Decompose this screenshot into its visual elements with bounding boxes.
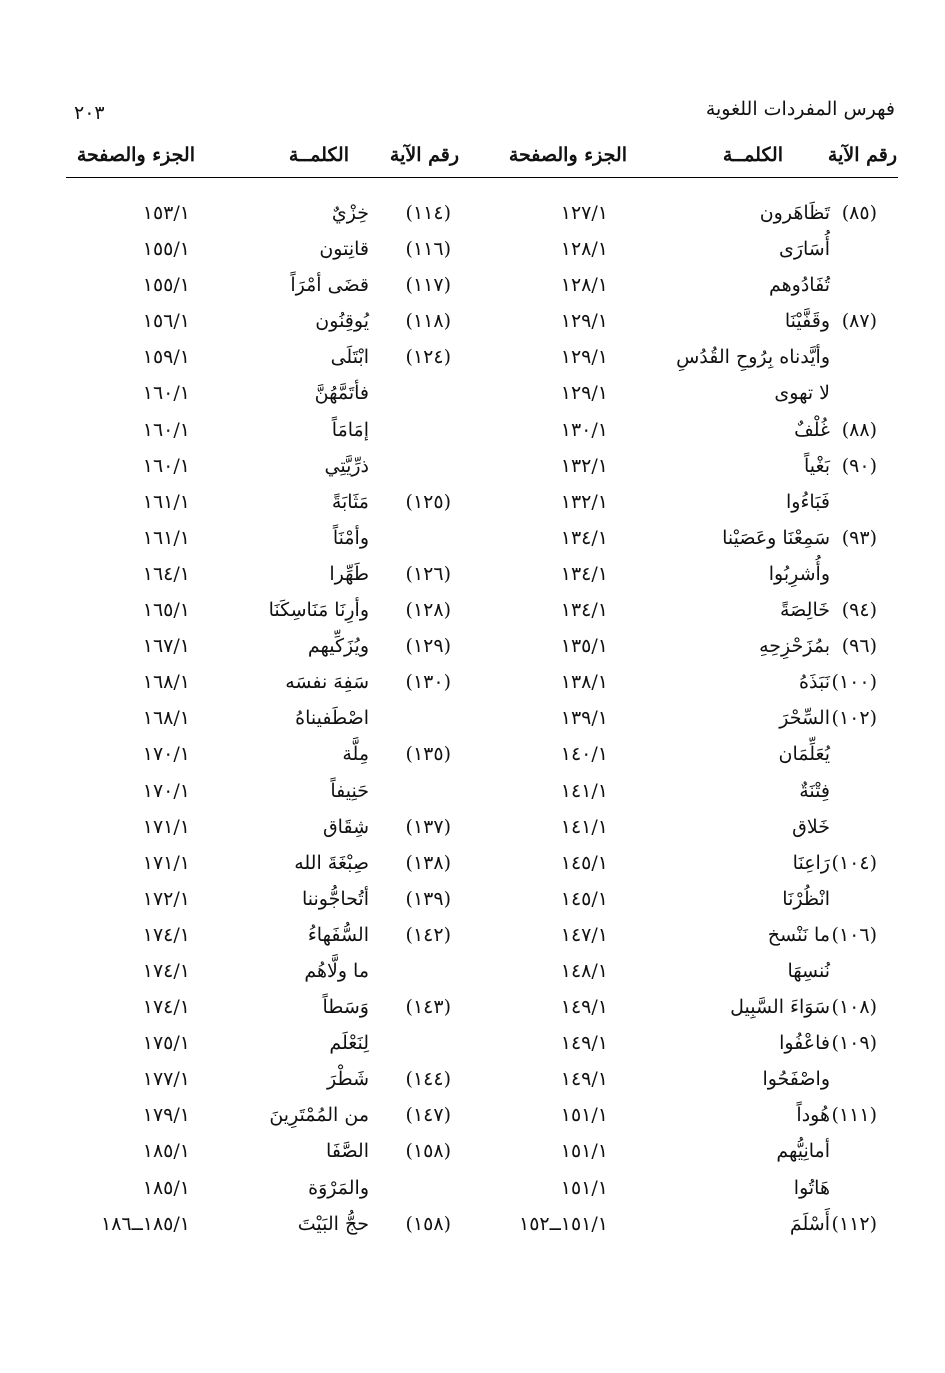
entry-ref-right: ١٣٢/١ <box>560 454 608 477</box>
table-row <box>0 417 945 453</box>
entry-ref-left: ١٧٥/١ <box>142 1032 190 1055</box>
entry-ref-right: ١٣٤/١ <box>560 526 608 549</box>
entry-ref-left: ١٦٨/١ <box>142 707 190 730</box>
entry-ref-right: ١٤١/١ <box>560 815 608 838</box>
entry-ref-left: ١٧٧/١ <box>142 1068 190 1091</box>
entry-word-left: مَثَابَةً <box>331 490 369 513</box>
entry-ref-left: ١٦٠/١ <box>142 418 190 441</box>
entry-word-left: لِنَعْلَم <box>329 1032 369 1055</box>
entry-ref-right: ١٣٤/١ <box>560 599 608 622</box>
page-number: ٢٠٣ <box>74 102 105 124</box>
entry-word-left: قضَى أمْرَاً <box>290 274 369 297</box>
entry-word-left: شِقَاق <box>322 815 369 838</box>
entry-verse-right: (١٠٤) <box>831 851 877 874</box>
entry-word-left: ابْتَلَى <box>330 346 369 369</box>
entry-ref-left: ١٦٠/١ <box>142 454 190 477</box>
header-ref-left: الجزء والصفحة <box>76 144 195 166</box>
entry-ref-right: ١٢٩/١ <box>560 346 608 369</box>
entry-ref-right: ١٣٥/١ <box>560 635 608 658</box>
entry-verse-right: (١١٢) <box>831 1212 877 1235</box>
entry-ref-right: ١٣٠/١ <box>560 418 608 441</box>
table-row <box>0 633 945 669</box>
entry-word-left: ويُزَكِّيهم <box>307 635 369 658</box>
entry-ref-right: ١٤٩/١ <box>560 1068 608 1091</box>
table-row <box>0 705 945 741</box>
header-ref-right: الجزء والصفحة <box>508 144 627 166</box>
entry-word-right: وأيَّدناه بِرُوحِ القُدُسِ <box>676 346 830 369</box>
entry-word-right: بَغْياً <box>804 454 830 477</box>
entry-verse-right: (١٠٨) <box>831 996 877 1019</box>
entry-word-right: أُسَارَى <box>778 238 830 261</box>
table-header <box>0 140 945 176</box>
entry-word-right: سَمِعْنَا وعَصَيْنا <box>722 526 830 549</box>
entry-ref-right: ١٤٩/١ <box>560 996 608 1019</box>
table-row <box>0 1211 945 1247</box>
entry-word-left: صِبْغَةَ الله <box>294 851 369 874</box>
entry-word-right: أمانِيُّهم <box>776 1140 830 1163</box>
entry-word-left: وأمْنَاً <box>332 526 369 549</box>
entry-verse-right: (٨٥) <box>841 202 877 224</box>
entry-word-right: واصْفَحُوا <box>762 1068 830 1091</box>
running-title: فهرس المفردات اللغوية <box>705 98 895 120</box>
entry-verse-right: (١٠٩) <box>831 1032 877 1055</box>
entry-ref-right: ١٥١/١ <box>560 1176 608 1199</box>
entry-ref-right: ١٥١/١ <box>560 1104 608 1127</box>
entry-word-right: هُوداً <box>796 1104 830 1127</box>
entry-ref-right: ١٤٥/١ <box>560 851 608 874</box>
entry-word-left: من المُمْتَرِينَ <box>269 1104 369 1127</box>
entry-ref-left: ١٥٣/١ <box>142 202 190 224</box>
header-verse-right: رقم الآية <box>827 144 897 166</box>
table-row <box>0 814 945 850</box>
entry-verse-left: (١٤٧) <box>405 1104 451 1127</box>
entry-word-left: سَفِهَ نفسَه <box>285 671 369 694</box>
entry-ref-left: ١٧٠/١ <box>142 743 190 766</box>
entry-word-right: انْظُرْنَا <box>782 887 830 910</box>
entry-ref-left: ١٨٥/١ <box>142 1176 190 1199</box>
table-row <box>0 958 945 994</box>
entry-ref-left: ١٧١/١ <box>142 851 190 874</box>
table-row <box>0 453 945 489</box>
entry-word-right: خَالِصَةً <box>780 599 830 622</box>
table-row <box>0 886 945 922</box>
table-row <box>0 994 945 1030</box>
entry-word-right: نُنسِهَا <box>787 959 830 982</box>
entry-word-right: فاعْفُوا <box>779 1032 830 1055</box>
entry-word-left: الصَّفَا <box>326 1140 369 1163</box>
entry-verse-left: (١١٨) <box>405 310 451 333</box>
entry-verse-left: (١٣٩) <box>405 887 451 910</box>
entry-word-left: يُوقِنُون <box>315 310 369 333</box>
entry-word-left: قانِتون <box>319 238 369 261</box>
entry-word-left: مِلَّة <box>342 743 369 766</box>
entry-word-left: ما ولَّاهُم <box>304 959 369 982</box>
entry-ref-left: ١٥٩/١ <box>142 346 190 369</box>
entry-verse-left: (١٥٨) <box>405 1140 451 1163</box>
header-word-right: الكلمــة <box>722 144 783 166</box>
entry-ref-left: ١٥٦/١ <box>142 310 190 333</box>
entry-verse-left: (١٣٧) <box>405 815 451 838</box>
entry-ref-right: ١٤٨/١ <box>560 959 608 982</box>
entry-ref-left: ١٧٠/١ <box>142 779 190 802</box>
entry-verse-left: (١٤٤) <box>405 1068 451 1091</box>
entry-word-left: أتُحاجُّوننا <box>302 887 369 910</box>
entry-ref-right: ١٣٩/١ <box>560 707 608 730</box>
entry-word-left: شَطْرَ <box>327 1068 369 1091</box>
entry-verse-left: (١١٧) <box>405 274 451 297</box>
entry-ref-right: ١٣٤/١ <box>560 562 608 585</box>
entry-word-left: طَهِّرا <box>329 562 369 585</box>
header-word-left: الكلمــة <box>288 144 349 166</box>
entry-ref-left: ١٧٩/١ <box>142 1104 190 1127</box>
table-row <box>0 525 945 561</box>
entry-ref-right: ١٢٩/١ <box>560 382 608 405</box>
entry-ref-left: ١٦١/١ <box>142 526 190 549</box>
entry-verse-left: (١٤٢) <box>405 923 451 946</box>
table-row <box>0 489 945 525</box>
table-row <box>0 561 945 597</box>
entry-ref-right: ١٤١/١ <box>560 779 608 802</box>
entry-word-left: وأرِنَا مَنَاسِكَنَا <box>268 599 369 622</box>
entry-verse-left: (١٢٩) <box>405 635 451 658</box>
entry-word-right: تَظَاهَرون <box>759 202 830 224</box>
table-row <box>0 778 945 814</box>
entry-verse-left: (١١٤) <box>405 202 451 224</box>
entry-word-right: السِّحْرَ <box>779 707 830 730</box>
entry-ref-left: ١٦٨/١ <box>142 671 190 694</box>
table-row <box>0 200 945 236</box>
entry-ref-left: ١٧٤/١ <box>142 923 190 946</box>
entry-ref-left: ١٦٧/١ <box>142 635 190 658</box>
table-row <box>0 850 945 886</box>
table-row <box>0 741 945 777</box>
entry-word-right: هَاتُوا <box>793 1176 830 1199</box>
entry-verse-left: (١٣٨) <box>405 851 451 874</box>
entry-verse-right: (١٠٦) <box>831 923 877 946</box>
table-row <box>0 1030 945 1066</box>
entry-word-left: السُّفَهاءُ <box>307 923 369 946</box>
entry-word-right: فَبَاءُوا <box>786 490 830 513</box>
entry-ref-left: ١٨٥/١ــ١٨٦ <box>101 1212 190 1235</box>
entry-ref-right: ١٢٨/١ <box>560 274 608 297</box>
entry-word-right: يُعَلِّمَان <box>778 743 830 766</box>
entry-verse-right: (١١١) <box>831 1104 877 1127</box>
table-row <box>0 308 945 344</box>
entry-ref-right: ١٤٩/١ <box>560 1032 608 1055</box>
entry-ref-left: ١٥٥/١ <box>142 274 190 297</box>
entry-ref-left: ١٦٠/١ <box>142 382 190 405</box>
entry-ref-left: ١٦٤/١ <box>142 562 190 585</box>
entry-word-left: فأتَمَّهُنَّ <box>314 382 369 405</box>
entry-word-left: حجُّ البَيْتَ <box>297 1212 369 1235</box>
entry-ref-right: ١٥١/١ــ١٥٢ <box>519 1212 608 1235</box>
table-row <box>0 236 945 272</box>
entry-verse-left: (١٣٥) <box>405 743 451 766</box>
entry-word-right: وقَفَّيْنَا <box>784 310 830 333</box>
header-rule <box>66 177 898 178</box>
entry-word-right: نَبَذَهُ <box>799 671 830 694</box>
entry-verse-left: (١١٦) <box>405 238 451 261</box>
header-verse-left: رقم الآية <box>389 144 459 166</box>
table-row <box>0 272 945 308</box>
entry-word-right: بمُزَحْزِحِهِ <box>759 635 830 658</box>
entry-verse-right: (٩٦) <box>841 635 877 658</box>
entry-ref-right: ١٣٨/١ <box>560 671 608 694</box>
entry-ref-left: ١٧٤/١ <box>142 996 190 1019</box>
entry-ref-left: ١٧١/١ <box>142 815 190 838</box>
entry-ref-left: ١٨٥/١ <box>142 1140 190 1163</box>
entry-ref-left: ١٧٤/١ <box>142 959 190 982</box>
entry-verse-left: (١٥٨) <box>405 1212 451 1235</box>
entry-verse-right: (١٠٢) <box>831 707 877 730</box>
entry-ref-left: ١٥٥/١ <box>142 238 190 261</box>
entry-word-left: حَنِيفاً <box>330 779 369 802</box>
entry-word-right: لا تهوى <box>774 382 830 405</box>
entry-ref-right: ١٣٢/١ <box>560 490 608 513</box>
entry-word-left: وَسَطاً <box>322 996 369 1019</box>
entry-word-right: تُفَادُوهم <box>769 274 830 297</box>
entry-word-left: خِزْيٌ <box>331 202 369 224</box>
entry-word-left: اصْطَفيناهُ <box>295 707 369 730</box>
entry-ref-right: ١٥١/١ <box>560 1140 608 1163</box>
entry-verse-left: (١٣٠) <box>405 671 451 694</box>
table-row <box>0 669 945 705</box>
entry-ref-right: ١٢٧/١ <box>560 202 608 224</box>
entry-ref-right: ١٤٧/١ <box>560 923 608 946</box>
entry-word-right: فِتْنَةٌ <box>799 779 830 802</box>
entry-verse-right: (٩٤) <box>841 599 877 622</box>
entry-verse-right: (٩٠) <box>841 454 877 477</box>
entry-ref-right: ١٢٩/١ <box>560 310 608 333</box>
table-row <box>0 1102 945 1138</box>
entry-ref-right: ١٤٥/١ <box>560 887 608 910</box>
entry-word-right: سَوَاءَ السَّبِيل <box>730 996 830 1019</box>
table-row <box>0 344 945 380</box>
entry-word-left: والمَرْوَة <box>308 1176 369 1199</box>
table-row <box>0 597 945 633</box>
entry-verse-right: (٨٨) <box>841 418 877 441</box>
entry-verse-left: (١٤٣) <box>405 996 451 1019</box>
entry-word-right: أَسْلَمَ <box>789 1212 830 1235</box>
entry-word-right: غُلْفٌ <box>794 418 830 441</box>
entry-verse-left: (١٢٤) <box>405 346 451 369</box>
index-table <box>0 200 945 1247</box>
entry-verse-right: (٨٧) <box>841 310 877 333</box>
table-row <box>0 1138 945 1174</box>
entry-verse-right: (٩٣) <box>841 526 877 549</box>
entry-word-left: ذرِّيَّتِي <box>324 454 369 477</box>
entry-verse-left: (١٢٨) <box>405 599 451 622</box>
entry-ref-left: ١٧٢/١ <box>142 887 190 910</box>
entry-word-right: ما نَنْسخ <box>767 923 830 946</box>
entry-verse-right: (١٠٠) <box>831 671 877 694</box>
entry-word-right: وأُشرِبُوا <box>768 562 830 585</box>
entry-ref-left: ١٦٥/١ <box>142 599 190 622</box>
entry-verse-left: (١٢٦) <box>405 562 451 585</box>
table-row <box>0 922 945 958</box>
entry-verse-left: (١٢٥) <box>405 490 451 513</box>
table-row <box>0 380 945 416</box>
entry-ref-left: ١٦١/١ <box>142 490 190 513</box>
entry-word-right: رَاعِنَا <box>792 851 830 874</box>
entry-ref-right: ١٢٨/١ <box>560 238 608 261</box>
table-row <box>0 1066 945 1102</box>
entry-word-right: خَلاق <box>792 815 830 838</box>
entry-word-left: إمَامَاً <box>331 418 369 441</box>
entry-ref-right: ١٤٠/١ <box>560 743 608 766</box>
table-row <box>0 1175 945 1211</box>
